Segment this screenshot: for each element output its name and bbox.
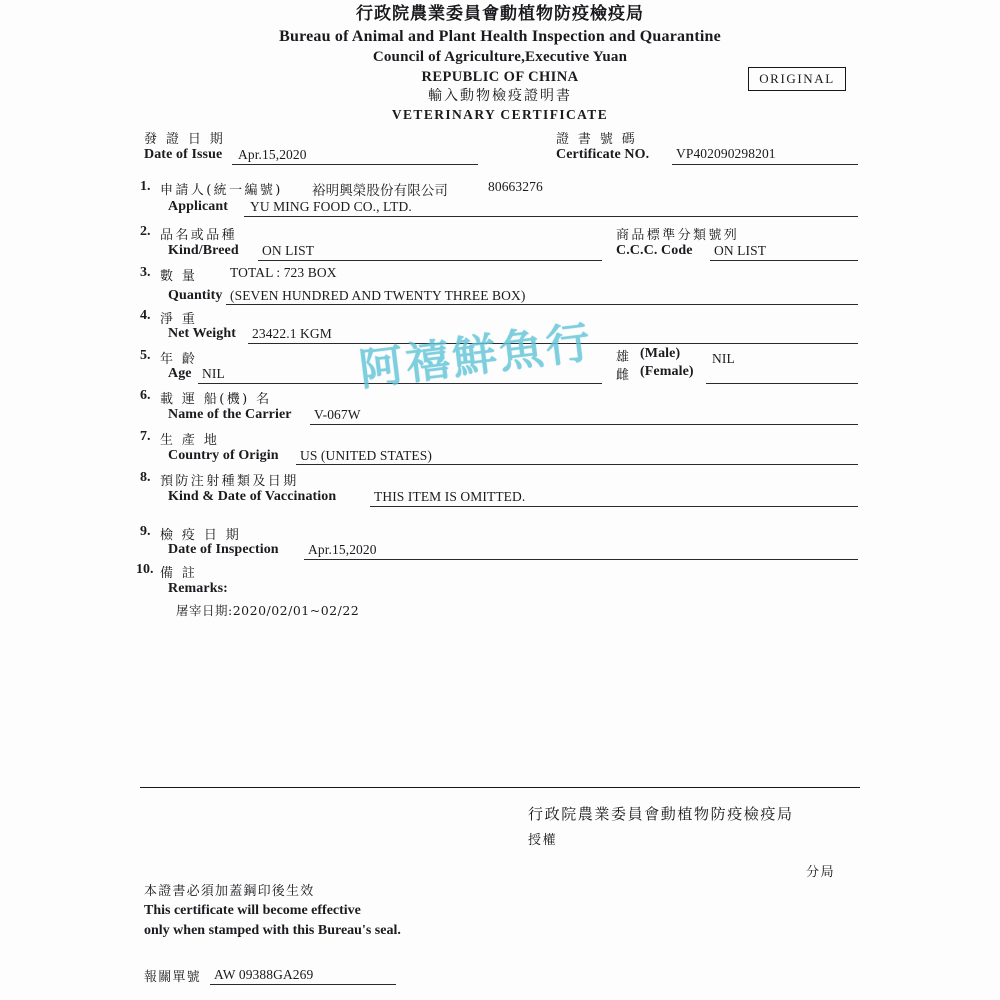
header-title-en: VETERINARY CERTIFICATE (391, 106, 609, 122)
field-1-label-en: Applicant (168, 199, 229, 214)
field-5-label-cn: 年 齡 (160, 352, 198, 367)
field-2-value: ON LIST (262, 243, 315, 258)
field-2-number: 2. (140, 224, 151, 239)
field-10-number: 10. (136, 562, 154, 577)
field-9-number: 9. (140, 524, 151, 539)
header-country-en: REPUBLIC OF CHINA (421, 69, 579, 85)
field-1-applicant-en: YU MING FOOD CO., LTD. (250, 199, 412, 214)
field-6-number: 6. (140, 388, 151, 403)
field-5-female-label-cn: 雌 (616, 368, 632, 383)
certificate-no-label-en: Certificate NO. (556, 147, 650, 162)
field-7-value: US (UNITED STATES) (300, 448, 432, 463)
header-bureau-cn: 行政院農業委員會動植物防疫檢疫局 (356, 4, 644, 24)
footer-related-rule (210, 984, 396, 985)
field-6-label-cn: 載 運 船(機) 名 (160, 392, 272, 407)
field-2-label-cn: 品名或品種 (160, 228, 238, 243)
footer-related-label-cn: 報關單號 (144, 970, 201, 985)
certificate-no-rule (672, 164, 858, 165)
field-10-label-cn: 備 註 (160, 566, 198, 581)
field-2-label-en: Kind/Breed (168, 243, 239, 258)
field-8-label-cn: 預防注射種類及日期 (160, 474, 299, 489)
footer-branch-cn: 分局 (806, 865, 836, 880)
field-9-label-en: Date of Inspection (168, 542, 279, 557)
field-2-rule (258, 260, 602, 261)
header-bureau-en: Bureau of Animal and Plant Health Inspection and Quarantine (279, 28, 721, 46)
document-header (0, 4, 1000, 124)
field-7-rule (296, 464, 858, 465)
field-1-applicant-cn: 裕明興榮股份有限公司 (312, 183, 448, 198)
field-7-number: 7. (140, 429, 151, 444)
field-2-ccc-label-en: C.C.C. Code (616, 243, 693, 258)
footer-divider (140, 787, 860, 788)
footer-note-en-1: This certificate will become effective (144, 903, 361, 918)
field-5-sex-rule (706, 383, 858, 384)
field-3-label-en: Quantity (168, 288, 223, 303)
field-5-female-label-en: (Female) (640, 364, 694, 379)
field-2-ccc-rule (710, 260, 858, 261)
issue-date-rule (232, 164, 478, 165)
field-5-number: 5. (140, 348, 151, 363)
field-10-value: 屠宰日期:2020/02/01~02/22 (176, 603, 360, 618)
field-9-value: Apr.15,2020 (308, 542, 377, 557)
footer-authority-cn: 行政院農業委員會動植物防疫檢疫局 (528, 805, 794, 823)
field-3-number: 3. (140, 265, 151, 280)
field-4-value: 23422.1 KGM (252, 326, 332, 341)
field-5-value: NIL (202, 366, 225, 381)
original-stamp-label: ORIGINAL (759, 71, 835, 86)
footer-note-cn: 本證書必須加蓋鋼印後生效 (144, 884, 315, 899)
footer-note-en-2: only when stamped with this Bureau's seal. (144, 923, 401, 938)
header-council-en: Council of Agriculture,Executive Yuan (372, 49, 628, 66)
field-3-total: TOTAL : 723 BOX (230, 265, 337, 280)
field-3-words: (SEVEN HUNDRED AND TWENTY THREE BOX) (230, 288, 526, 303)
field-5-male-label-en: (Male) (640, 346, 681, 361)
issue-date-label-en: Date of Issue (144, 147, 223, 162)
field-4-number: 4. (140, 308, 151, 323)
field-10-label-en: Remarks: (168, 581, 228, 596)
certificate-no-value: VP402090298201 (676, 146, 776, 161)
field-9-rule (304, 559, 858, 560)
field-7-label-en: Country of Origin (168, 448, 279, 463)
field-5-label-en: Age (168, 366, 192, 381)
issue-date-label-cn: 發 證 日 期 (144, 132, 226, 147)
field-2-ccc-label-cn: 商品標準分類號列 (616, 228, 740, 243)
footer-authorize-cn: 授權 (528, 833, 558, 848)
field-1-label-cn: 申請人(統一編號) (160, 183, 283, 198)
field-6-label-en: Name of the Carrier (168, 407, 292, 422)
header-title-cn: 輸入動物檢疫證明書 (428, 88, 572, 105)
field-4-label-en: Net Weight (168, 326, 237, 341)
field-1-applicant-id: 80663276 (488, 179, 543, 194)
field-7-label-cn: 生 產 地 (160, 433, 220, 448)
certificate-no-label-cn: 證 書 號 碼 (556, 132, 638, 147)
field-1-rule (244, 216, 858, 217)
field-2-ccc-value: ON LIST (714, 243, 767, 258)
field-3-rule (226, 304, 858, 305)
field-5-rule (198, 383, 602, 384)
field-9-label-cn: 檢 疫 日 期 (160, 528, 242, 543)
field-8-value: THIS ITEM IS OMITTED. (374, 489, 526, 504)
original-stamp-box (748, 67, 846, 91)
issue-date-value: Apr.15,2020 (238, 147, 307, 162)
field-8-number: 8. (140, 470, 151, 485)
footer-related-value: AW 09388GA269 (214, 967, 314, 982)
field-1-number: 1. (140, 179, 151, 194)
field-3-label-cn: 數 量 (160, 269, 198, 284)
field-5-male-label-cn: 雄 (616, 350, 632, 365)
field-8-rule (370, 506, 858, 507)
watermark-stamp: 阿禧鮮魚行 (356, 316, 596, 397)
field-4-rule (248, 343, 858, 344)
field-5-sex-value: NIL (712, 351, 735, 366)
field-4-label-cn: 淨 重 (160, 312, 198, 327)
field-8-label-en: Kind & Date of Vaccination (168, 489, 337, 504)
field-6-value: V-067W (314, 407, 361, 422)
field-6-rule (310, 424, 858, 425)
